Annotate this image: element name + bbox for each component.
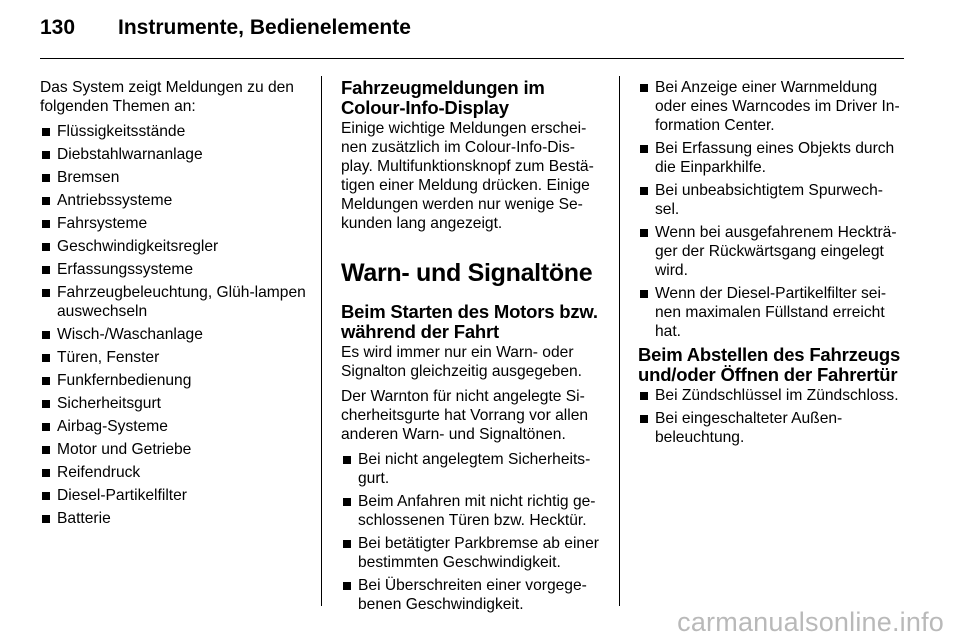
square-bullet-icon [42, 515, 50, 523]
list-item: Sicherheitsgurt [40, 394, 312, 413]
list-item: Diesel-Partikelfilter [40, 486, 312, 505]
topic-list [40, 122, 312, 528]
list-item: Airbag-Systeme [40, 417, 312, 436]
square-bullet-icon [640, 290, 648, 298]
subheading-vehicle-stop: Beim Abstellen des Fahrzeugs und/oder Öffnen der Fahrertür [638, 344, 901, 385]
list-item: Bei Anzeige einer Warnmeldung oder eines Warncodes im Driver In-formation Center. [638, 78, 904, 135]
subheading-colour-info-display: Fahrzeugmeldungen im Colour-Info-Display [341, 77, 545, 118]
square-bullet-icon [42, 174, 50, 182]
chapter-title: Instrumente, Bedienelemente [118, 16, 411, 39]
list-item: Antriebssysteme [40, 191, 312, 210]
square-bullet-icon [640, 187, 648, 195]
stop-warning-list [638, 386, 904, 447]
square-bullet-icon [42, 266, 50, 274]
square-bullet-icon [42, 128, 50, 136]
square-bullet-icon [42, 469, 50, 477]
list-item: Wenn bei ausgefahrenem Heckträ-ger der Rückwärtsgang eingelegt wird. [638, 223, 904, 280]
page-number: 130 [40, 16, 76, 39]
list-item: Bei unbeabsichtigtem Spurwech-sel. [638, 181, 904, 219]
column-divider-1 [321, 76, 322, 606]
list-item: Geschwindigkeitsregler [40, 237, 312, 256]
square-bullet-icon [42, 492, 50, 500]
square-bullet-icon [640, 415, 648, 423]
intro-paragraph: Das System zeigt Meldungen zu den folgenden Themen an: [40, 79, 294, 115]
subheading-engine-start: Beim Starten des Motors bzw. während der Fahrt [341, 301, 598, 342]
list-item: Fahrzeugbeleuchtung, Glüh-lampen auswechseln [40, 283, 312, 321]
square-bullet-icon [42, 423, 50, 431]
list-item: Bei nicht angelegtem Sicherheits-gurt. [341, 450, 605, 488]
square-bullet-icon [42, 220, 50, 228]
square-bullet-icon [640, 84, 648, 92]
square-bullet-icon [42, 446, 50, 454]
square-bullet-icon [42, 354, 50, 362]
square-bullet-icon [42, 331, 50, 339]
list-item: Wisch-/Waschanlage [40, 325, 312, 344]
square-bullet-icon [343, 498, 351, 506]
list-item: Erfassungssysteme [40, 260, 312, 279]
watermark: carmanualsonline.info [677, 607, 944, 637]
column-1 [40, 78, 312, 532]
square-bullet-icon [343, 456, 351, 464]
square-bullet-icon [640, 229, 648, 237]
list-item: Batterie [40, 509, 312, 528]
list-item: Flüssigkeitsstände [40, 122, 312, 141]
square-bullet-icon [640, 145, 648, 153]
square-bullet-icon [42, 400, 50, 408]
page-header [40, 16, 411, 50]
paragraph: Der Warnton für nicht angelegte Si-cherheitsgurte hat Vorrang vor allen anderen Warn- und Signaltönen. [341, 388, 589, 443]
column-3 [638, 78, 904, 451]
list-item: Bei eingeschalteter Außen-beleuchtung. [638, 409, 904, 447]
paragraph: Es wird immer nur ein Warn- oder Signalton gleichzeitig ausgegeben. [341, 344, 583, 380]
square-bullet-icon [343, 540, 351, 548]
square-bullet-icon [640, 392, 648, 400]
list-item: Beim Anfahren mit nicht richtig ge-schlossenen Türen bzw. Hecktür. [341, 492, 605, 530]
list-item: Motor und Getriebe [40, 440, 312, 459]
square-bullet-icon [343, 582, 351, 590]
header-divider [40, 58, 904, 59]
list-item: Diebstahlwarnanlage [40, 145, 312, 164]
list-item: Reifendruck [40, 463, 312, 482]
section-heading: Warn- und Signaltöne [341, 259, 593, 287]
list-item: Funkfernbedienung [40, 371, 312, 390]
square-bullet-icon [42, 151, 50, 159]
square-bullet-icon [42, 243, 50, 251]
square-bullet-icon [42, 377, 50, 385]
column-2 [341, 78, 605, 618]
list-item: Bei Überschreiten einer vorgege-benen Geschwindigkeit. [341, 576, 605, 614]
warning-list [341, 450, 605, 614]
list-item: Türen, Fenster [40, 348, 312, 367]
list-item: Bei betätigter Parkbremse ab einer bestimmten Geschwindigkeit. [341, 534, 605, 572]
list-item: Bremsen [40, 168, 312, 187]
list-item: Bei Erfassung eines Objekts durch die Einparkhilfe. [638, 139, 904, 177]
warning-list-continued [638, 78, 904, 341]
list-item: Wenn der Diesel-Partikelfilter sei-nen maximalen Füllstand erreicht hat. [638, 284, 904, 341]
paragraph: Einige wichtige Meldungen erschei-nen zusätzlich im Colour-Info-Dis-play. Multifunktionsknopf zum Bestä-tigen einer Meldung drücken. Einige Meldungen werden nur wenige Se-kunden lang angezeigt. [341, 120, 594, 232]
list-item: Bei Zündschlüssel im Zündschloss. [638, 386, 904, 405]
square-bullet-icon [42, 197, 50, 205]
list-item: Fahrsysteme [40, 214, 312, 233]
square-bullet-icon [42, 289, 50, 297]
column-divider-2 [619, 76, 620, 606]
